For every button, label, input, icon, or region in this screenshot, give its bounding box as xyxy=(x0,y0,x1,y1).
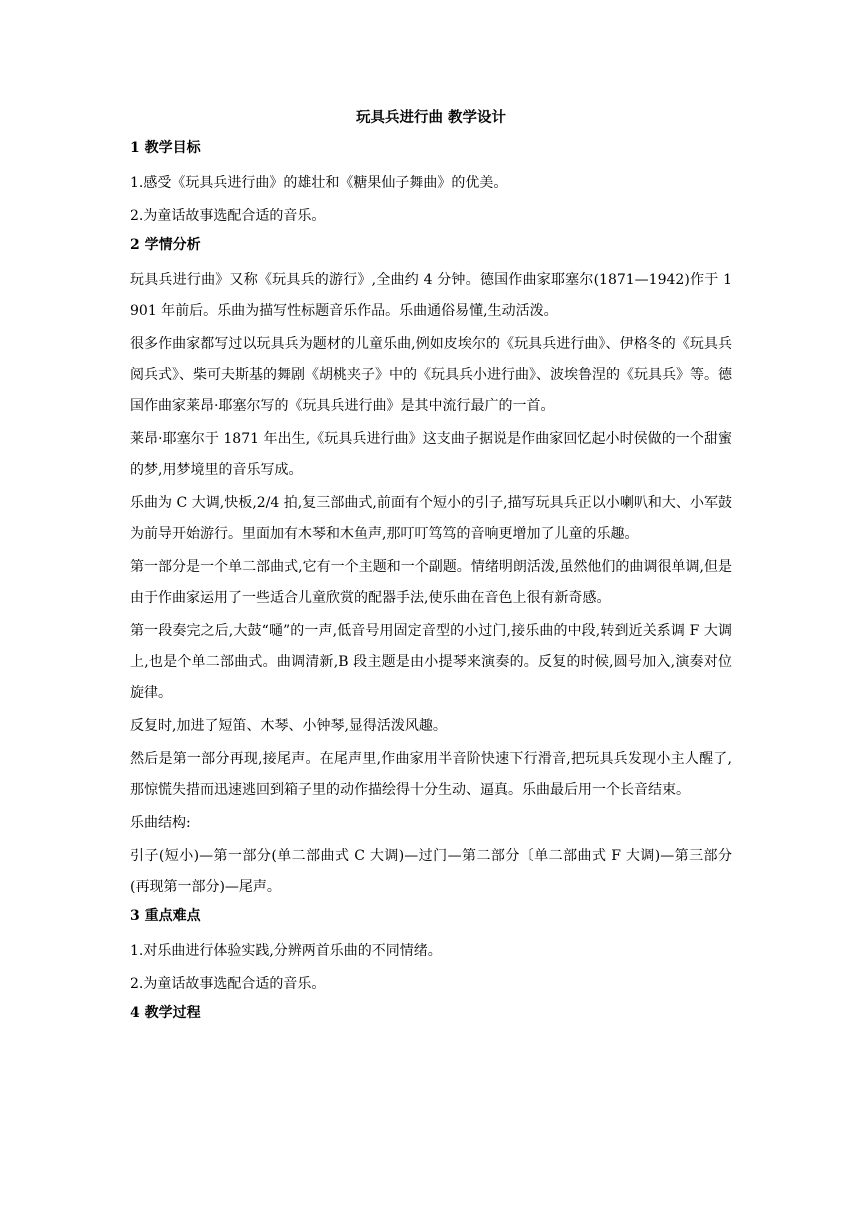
section-heading: 3 重点难点 xyxy=(130,908,201,924)
paragraph: 反复时,加进了短笛、木琴、小钟琴,显得活泼风趣。 xyxy=(130,718,447,734)
paragraph: 然后是第一部分再现,接尾声。在尾声里,作曲家用半音阶快速下行滑音,把玩具兵发现小主人醒了,那惊慌失措而迅速逃回到箱子里的动作描绘得十分生动、逼真。乐曲最后用一个长音结束。 xyxy=(130,751,732,798)
paragraph: 乐曲结构: xyxy=(130,815,191,831)
paragraph: 玩具兵进行曲》又称《玩具兵的游行》,全曲约 4 分钟。德国作曲家耶塞尔(1871—1942)作于 1901 年前后。乐曲为描写性标题音乐作品。乐曲通俗易懂,生动活泼。 xyxy=(130,272,732,319)
section-heading: 2 学情分析 xyxy=(130,237,201,253)
section-heading: 1 教学目标 xyxy=(130,140,201,156)
paragraph: 1.感受《玩具兵进行曲》的雄壮和《糖果仙子舞曲》的优美。 xyxy=(130,175,508,191)
paragraph: 2.为童话故事选配合适的音乐。 xyxy=(130,208,326,224)
section-student-analysis xyxy=(130,234,732,903)
paragraph: 很多作曲家都写过以玩具兵为题材的儿童乐曲,例如皮埃尔的《玩具兵进行曲》、伊格冬的《玩具兵阅兵式》、柴可夫斯基的舞剧《胡桃夹子》中的《玩具兵小进行曲》、波埃鲁涅的《玩具兵》等。德国作曲家莱昂·耶塞尔写的《玩具兵进行曲》是其中流行最广的一首。 xyxy=(130,336,732,414)
document-title: 玩具兵进行曲 教学设计 xyxy=(355,109,507,126)
paragraph: 乐曲为 C 大调,快板,2/4 拍,复三部曲式,前面有个短小的引子,描写玩具兵正以小喇叭和大、小军鼓为前导开始游行。里面加有木琴和木鱼声,那叮叮笃笃的音响更增加了儿童的乐趣。 xyxy=(130,495,732,542)
paragraph: 1.对乐曲进行体验实践,分辨两首乐曲的不同情绪。 xyxy=(130,943,442,959)
paragraph: 第一部分是一个单二部曲式,它有一个主题和一个副题。情绪明朗活泼,虽然他们的曲调很单调,但是由于作曲家运用了一些适合儿童欣赏的配器手法,使乐曲在音色上很有新奇感。 xyxy=(130,559,732,606)
paragraph: 2.为童话故事选配合适的音乐。 xyxy=(130,976,326,992)
paragraph: 第一段奏完之后,大鼓“嗵”的一声,低音号用固定音型的小过门,接乐曲的中段,转到近关系调 F 大调上,也是个单二部曲式。曲调清新,B 段主题是由小提琴来演奏的。反复的时候,圆号加入,演奏对位旋律。 xyxy=(130,623,732,701)
paragraph: 引子(短小)—第一部分(单二部曲式 C 大调)—过门—第二部分〔单二部曲式 F 大调)—第三部分(再现第一部分)—尾声。 xyxy=(130,848,732,895)
section-key-points xyxy=(130,905,732,1000)
section-teaching-goals xyxy=(130,137,732,232)
section-teaching-process xyxy=(130,1002,732,1024)
paragraph: 莱昂·耶塞尔于 1871 年出生,《玩具兵进行曲》这支曲子据说是作曲家回忆起小时侯做的一个甜蜜的梦,用梦境里的音乐写成。 xyxy=(130,431,732,478)
section-heading: 4 教学过程 xyxy=(130,1005,201,1021)
